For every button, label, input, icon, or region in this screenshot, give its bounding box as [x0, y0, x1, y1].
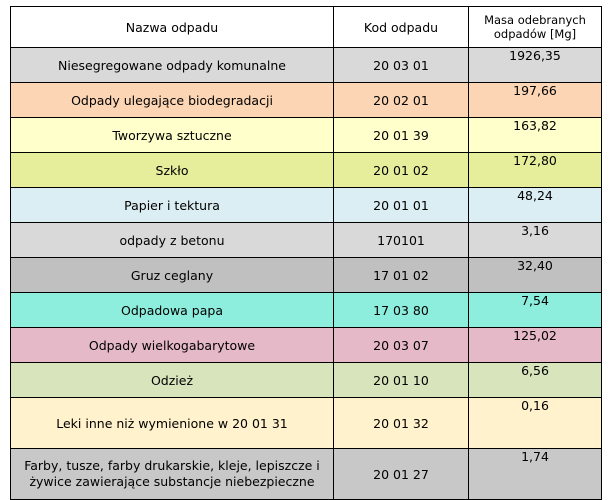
waste-name-cell: Farby, tusze, farby drukarskie, kleje, lepiszcze i żywice zawierające substancje niebezpieczne	[11, 449, 334, 500]
waste-name-cell: Tworzywa sztuczne	[11, 118, 334, 153]
waste-mass-cell: 3,16	[469, 223, 602, 258]
waste-code-cell: 17 01 02	[334, 258, 469, 293]
waste-mass-cell: 32,40	[469, 258, 602, 293]
header-waste-code: Kod odpadu	[334, 7, 469, 48]
waste-mass-cell: 125,02	[469, 328, 602, 363]
waste-code-cell: 20 01 01	[334, 188, 469, 223]
table-header-row	[11, 7, 602, 48]
waste-name-cell: Gruz ceglany	[11, 258, 334, 293]
waste-name-cell: Szkło	[11, 153, 334, 188]
waste-mass-cell: 6,56	[469, 363, 602, 398]
header-waste-name: Nazwa odpadu	[11, 7, 334, 48]
waste-mass-cell: 172,80	[469, 153, 602, 188]
waste-mass-cell: 197,66	[469, 83, 602, 118]
header-waste-mass: Masa odebranych odpadów [Mg]	[469, 7, 602, 48]
waste-table	[10, 6, 602, 500]
table-row	[11, 328, 602, 363]
waste-code-cell: 20 03 07	[334, 328, 469, 363]
waste-code-cell: 20 01 02	[334, 153, 469, 188]
waste-name-cell: Niesegregowane odpady komunalne	[11, 48, 334, 83]
waste-name-cell: Leki inne niż wymienione w 20 01 31	[11, 398, 334, 449]
table-row	[11, 363, 602, 398]
table-row	[11, 258, 602, 293]
waste-name-cell: Odzież	[11, 363, 334, 398]
table-row	[11, 398, 602, 449]
waste-code-cell: 20 01 10	[334, 363, 469, 398]
waste-mass-cell: 0,16	[469, 398, 602, 449]
table-row	[11, 293, 602, 328]
waste-code-cell: 20 02 01	[334, 83, 469, 118]
waste-name-cell: Odpadowa papa	[11, 293, 334, 328]
waste-code-cell: 17 03 80	[334, 293, 469, 328]
table-row	[11, 83, 602, 118]
waste-code-cell: 20 01 27	[334, 449, 469, 500]
waste-mass-cell: 7,54	[469, 293, 602, 328]
waste-mass-cell: 1926,35	[469, 48, 602, 83]
waste-name-cell: Odpady wielkogabarytowe	[11, 328, 334, 363]
waste-mass-cell: 1,74	[469, 449, 602, 500]
waste-mass-cell: 48,24	[469, 188, 602, 223]
waste-code-cell: 20 01 32	[334, 398, 469, 449]
table-row	[11, 48, 602, 83]
table-row	[11, 449, 602, 500]
table-row	[11, 153, 602, 188]
waste-name-cell: Odpady ulegające biodegradacji	[11, 83, 334, 118]
waste-code-cell: 20 03 01	[334, 48, 469, 83]
waste-mass-cell: 163,82	[469, 118, 602, 153]
table-row	[11, 223, 602, 258]
waste-code-cell: 170101	[334, 223, 469, 258]
table-row	[11, 118, 602, 153]
waste-name-cell: Papier i tektura	[11, 188, 334, 223]
table-row	[11, 188, 602, 223]
waste-name-cell: odpady z betonu	[11, 223, 334, 258]
waste-code-cell: 20 01 39	[334, 118, 469, 153]
